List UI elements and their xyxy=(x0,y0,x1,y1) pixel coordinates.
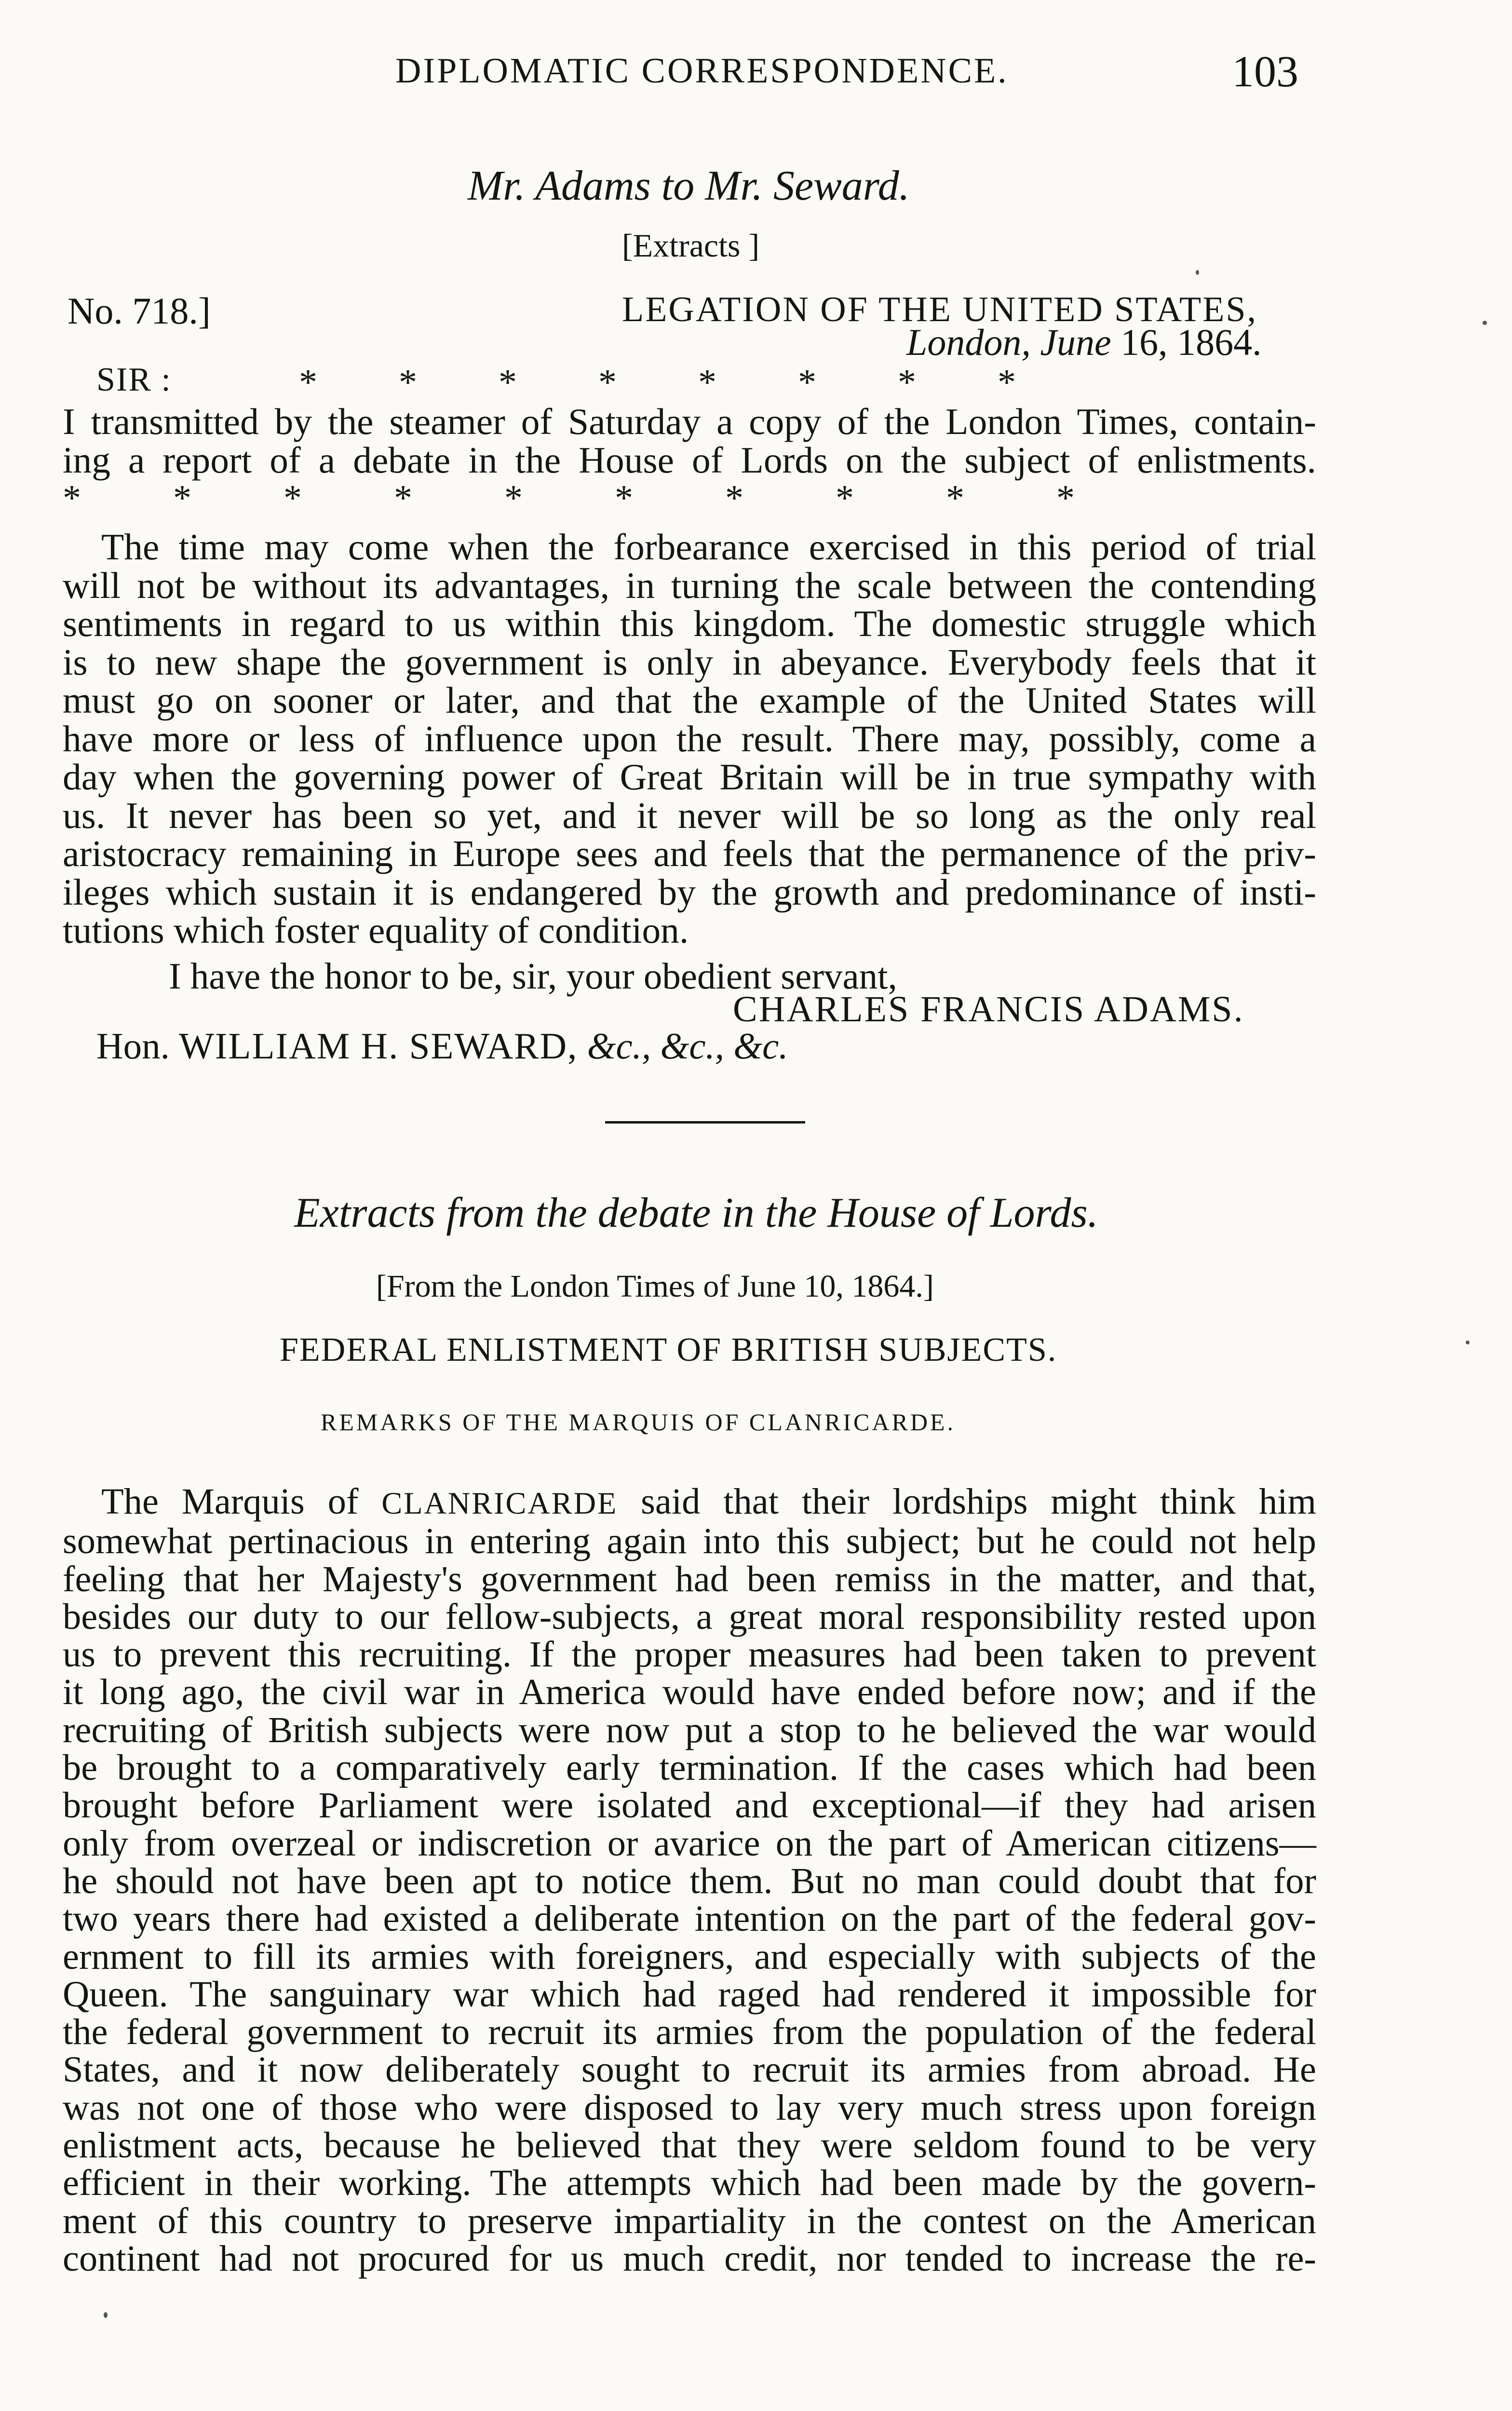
letter-number: No. 718.] xyxy=(68,290,211,332)
text-line: ment of this country to preserve impartiality in the contest on the American xyxy=(63,2200,1316,2241)
source-note: [From the London Times of June 10, 1864.] xyxy=(376,1269,934,1304)
debate-paragraph xyxy=(63,1483,1316,2277)
closing-line: I have the honor to be, sir, your obedient servant, xyxy=(169,955,897,997)
section-heading: FEDERAL ENLISTMENT OF BRITISH SUBJECTS. xyxy=(280,1331,1057,1368)
text-line: us to prevent this recruiting. If the proper measures had been taken to prevent xyxy=(63,1634,1316,1675)
ellipsis-stars: * * * * * * * * xyxy=(299,362,1016,403)
text-line: recruiting of British subjects were now put a stop to he believed the war would xyxy=(63,1709,1316,1750)
text-line: continent had not procured for us much credit, nor tended to increase the re- xyxy=(63,2237,1316,2279)
text-line: aristocracy remaining in Europe sees and feels that the permanence of the priv- xyxy=(63,833,1316,874)
speaker-name: CLANRICARDE xyxy=(381,1486,618,1520)
scan-speck xyxy=(1466,1341,1470,1344)
running-header: DIPLOMATIC CORRESPONDENCE. xyxy=(395,51,1009,91)
text-line: ing a report of a debate in the House of Lords on the subject of enlistments. xyxy=(63,439,1316,481)
addressee xyxy=(96,1025,788,1068)
page-number: 103 xyxy=(1232,47,1298,96)
letter-date-rest: 16, 1864. xyxy=(1120,321,1262,363)
text-line: ernment to fill its armies with foreigners, and especially with subjects of the xyxy=(63,1936,1316,1977)
text-line: feeling that her Majesty's government had been remiss in the matter, and that, xyxy=(63,1558,1316,1599)
first-line-rest: said that their lordships might think him xyxy=(641,1481,1316,1522)
text-line: brought before Parliament were isolated and exceptional—if they had arisen xyxy=(63,1785,1316,1826)
text-line: he should not have been apt to notice them. But no man could doubt that for xyxy=(63,1860,1316,1901)
text-line: enlistment acts, because he believed that they were seldom found to be very xyxy=(63,2125,1316,2166)
salutation: SIR : xyxy=(96,361,172,398)
text-line-first xyxy=(63,1483,1316,1522)
text-line: I transmitted by the steamer of Saturday a copy of the London Times, contain- xyxy=(63,401,1316,442)
text-line: Queen. The sanguinary war which had raged had rendered it impossible for xyxy=(63,1973,1316,2015)
speaker-prefix: The Marquis of xyxy=(101,1481,359,1522)
section-subheading: REMARKS OF THE MARQUIS OF CLANRICARDE. xyxy=(321,1409,956,1436)
text-line: day when the governing power of Great Britain will be in true sympathy with xyxy=(63,756,1316,798)
addressee-prefix: Hon. xyxy=(96,1025,170,1067)
text-line: be brought to a comparatively early termination. If the cases which had been xyxy=(63,1747,1316,1788)
section-divider xyxy=(605,1121,805,1124)
addressee-suffix: &c., &c., &c. xyxy=(587,1025,788,1067)
text-line: States, and it now deliberately sought to recruit its armies from abroad. He xyxy=(63,2049,1316,2090)
text-line: only from overzeal or indiscretion or avarice on the part of American citizens— xyxy=(63,1822,1316,1864)
text-line: ileges which sustain it is endangered by the growth and predominance of insti- xyxy=(63,871,1316,913)
text-line: sentiments in regard to us within this kingdom. The domestic struggle which xyxy=(63,603,1316,644)
text-line: besides our duty to our fellow-subjects, a great moral responsibility rested upon xyxy=(63,1596,1316,1637)
text-line: must go on sooner or later, and that the example of the United States will xyxy=(63,679,1316,721)
ellipsis-stars: * * * * * * * * * * xyxy=(63,478,1075,518)
text-line: was not one of those who were disposed to lay very much stress upon foreign xyxy=(63,2086,1316,2128)
text-line: The time may come when the forbearance exercised in this period of trial xyxy=(101,526,1316,568)
legation-text: LEGATION OF THE UNITED STATES, xyxy=(622,290,1258,329)
scan-speck xyxy=(1196,270,1199,275)
extracts-title: Extracts from the debate in the House of Lords. xyxy=(294,1190,1098,1236)
text-line: two years there had existed a deliberate intention on the part of the federal gov- xyxy=(63,1898,1316,1939)
text-line: tutions which foster equality of condition. xyxy=(63,909,689,951)
scan-speck xyxy=(1483,321,1487,325)
letter-paragraph-1 xyxy=(63,403,1316,479)
letter-paragraph-2 xyxy=(63,528,1316,950)
text-line: have more or less of influence upon the result. There may, possibly, come a xyxy=(63,718,1316,759)
addressee-name: WILLIAM H. SEWARD, xyxy=(179,1025,578,1067)
extracts-note: [Extracts ] xyxy=(622,227,760,264)
text-line: will not be without its advantages, in turning the scale between the contending xyxy=(63,564,1316,606)
text-line: it long ago, the civil war in America would have ended before now; and if the xyxy=(63,1671,1316,1713)
text-line: is to new shape the government is only in abeyance. Everybody feels that it xyxy=(63,641,1316,683)
text-line: somewhat pertinacious in entering again into this subject; but he could not help xyxy=(63,1520,1316,1562)
letter-date xyxy=(906,321,1262,364)
text-line: us. It never has been so yet, and it never will be so long as the only real xyxy=(63,794,1316,836)
letter-place: London, June xyxy=(906,321,1111,363)
letter-title: Mr. Adams to Mr. Seward. xyxy=(468,163,910,209)
text-line: efficient in their working. The attempts which had been made by the govern- xyxy=(63,2162,1316,2204)
scan-speck xyxy=(104,2312,108,2318)
signature: CHARLES FRANCIS ADAMS. xyxy=(733,989,1244,1029)
text-line: the federal government to recruit its armies from the population of the federal xyxy=(63,2011,1316,2053)
